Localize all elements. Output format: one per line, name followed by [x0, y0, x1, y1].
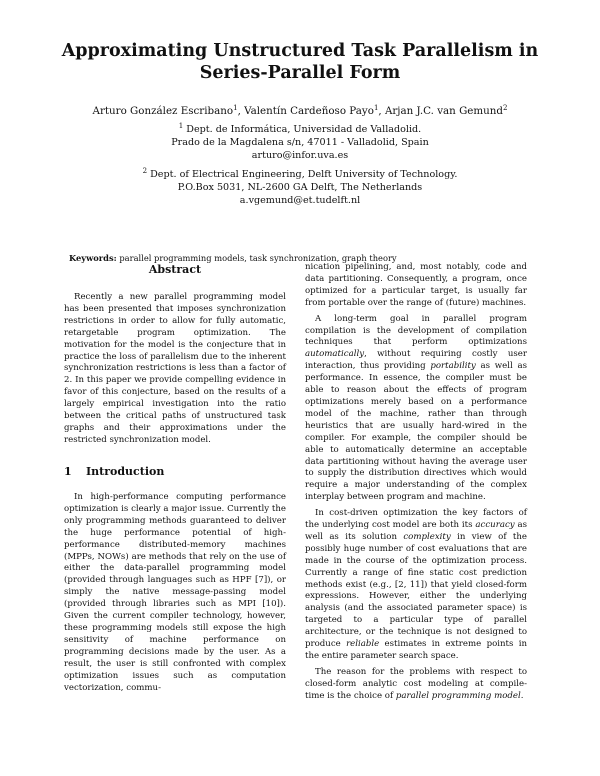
- author-separator: ,: [237, 105, 245, 117]
- author-mark: 2: [503, 104, 508, 112]
- affiliation-mark: 1: [178, 122, 184, 130]
- author-mark: 1: [233, 104, 238, 112]
- emphasis: complexity: [403, 531, 451, 542]
- emphasis: parallel programming model: [395, 690, 521, 701]
- author-name: Arjan J.C. van Gemund: [384, 105, 504, 117]
- body-paragraph: [305, 508, 527, 663]
- author-name: Valentín Cardeñoso Payo: [244, 105, 374, 117]
- author-mark: 1: [373, 104, 379, 112]
- author-name: Arturo González Escribano: [92, 105, 234, 117]
- body-paragraph: [305, 667, 527, 703]
- abstract-body: [64, 292, 286, 447]
- abstract-heading: Abstract: [148, 263, 202, 276]
- text-run: as well as its solution: [305, 520, 528, 542]
- author-list: [30, 104, 570, 118]
- text-run: in view of the possibly huge number of cost evaluations that are made in the course of the optimization process. Currently a range of fine static cost prediction methods exist (e.g., [2, 11]) that yield closed-form expressions. However, either the underlying analysis (and the associated parameter space) is targeted to a particular type of parallel architecture, or the technique is not designed to produce: [305, 531, 527, 650]
- intro-paragraph: In high-performance computing performance optimization is clearly a major issue. Currently the only programming methods guaranteed to deliver the huge performance potential of high-performance distributed-memory machines (MPPs, NOWs) are methods that rely on the use of either the data-parallel programming model (provided through languages such as HPF [7]), or simply the native message-passing model (provided through libraries such as MPI [10]). Given the current compiler technology, however, these programming models still expose the high sensitivity of machine performance on programming decisions made by the user. As a result, the user is still confronted with complex optimization issues such as computation vectorization, commu-: [64, 492, 286, 693]
- text-run: estimates in extreme points in the entire parameter search space.: [305, 639, 528, 661]
- affiliation-mark: 2: [142, 167, 148, 175]
- title-line-1: Approximating Unstructured Task Parallelism in: [61, 41, 539, 61]
- body-paragraph: nication pipelining, and, most notably, code and data partitioning. Consequently, a program, once optimized for a particular target, is usually far from portable over the range of (future) machines.: [305, 262, 527, 308]
- title-line-2: Series-Parallel Form: [199, 63, 401, 83]
- affiliation-2: [40, 168, 560, 207]
- text-run: In cost-driven optimization the key factors of the underlying cost model are both its: [305, 508, 527, 531]
- section-heading: [64, 465, 286, 478]
- right-column: [305, 262, 527, 703]
- text-run: , without requiring costly user interaction, thus providing: [305, 349, 527, 372]
- introduction-body: [64, 492, 286, 694]
- emphasis: accuracy: [475, 520, 515, 531]
- section-title: Introduction: [86, 465, 165, 478]
- affiliation-email: a.vgemund@et.tudelft.nl: [239, 195, 361, 206]
- affiliation-line: [40, 168, 560, 181]
- affiliation-address: Prado de la Magdalena s/n, 47011 - Valladolid, Spain: [171, 137, 429, 148]
- affiliation-1: [40, 123, 560, 162]
- body-paragraph: [305, 314, 527, 505]
- paper-title: [40, 40, 560, 84]
- author-separator: ,: [378, 105, 385, 117]
- affiliation-dept: Dept. de Informática, Universidad de Valladolid.: [186, 124, 422, 135]
- affiliation-dept: Dept. of Electrical Engineering, Delft University of Technology.: [150, 169, 458, 180]
- affiliation-email: arturo@infor.uva.es: [251, 150, 349, 161]
- section-number: 1: [64, 465, 72, 478]
- affiliation-address: P.O.Box 5031, NL-2600 GA Delft, The Netherlands: [177, 182, 423, 193]
- text-run: A long-term goal in parallel program compilation is the development of compilation techniques that perform optimizations: [305, 313, 527, 348]
- keywords-label: Keywords:: [69, 253, 117, 263]
- keywords-text: parallel programming models, task synchronization, graph theory: [116, 253, 397, 263]
- text-run: as well as performance. In essence, the compiler must be able to reason about the effects of program optimizations merely based on a performance model of the machine, rather than through heuristics that are usually hard-wired in the compiler. For example, the compiler should be able to automatically determine an acceptable data partitioning without having the average user to supply the distribution directives which would require a major understanding of the complex interplay between program and machine.: [305, 361, 527, 503]
- emphasis: reliable: [346, 639, 380, 650]
- abstract-paragraph: Recently a new parallel programming model has been presented that imposes synchronization restrictions in order to allow for fully automatic, retargetable program optimization. The motivation for the model is the conjecture that in practice the loss of parallelism due to the inherent synchronization restrictions is less than a factor of 2. In this paper we provide compelling evidence in favor of this conjecture, based on the results of a largely empirical investigation into the ratio between the critical paths of unstructured task graphs and their approximations under the restricted synchronization model.: [64, 292, 286, 445]
- affiliation-line: [40, 123, 560, 136]
- emphasis: portability: [430, 361, 476, 372]
- text-run: The reason for the problems with respect to closed-form analytic cost modeling at compile-time is the choice of: [305, 666, 527, 701]
- emphasis: automatically: [305, 349, 365, 360]
- text-run: .: [520, 690, 524, 701]
